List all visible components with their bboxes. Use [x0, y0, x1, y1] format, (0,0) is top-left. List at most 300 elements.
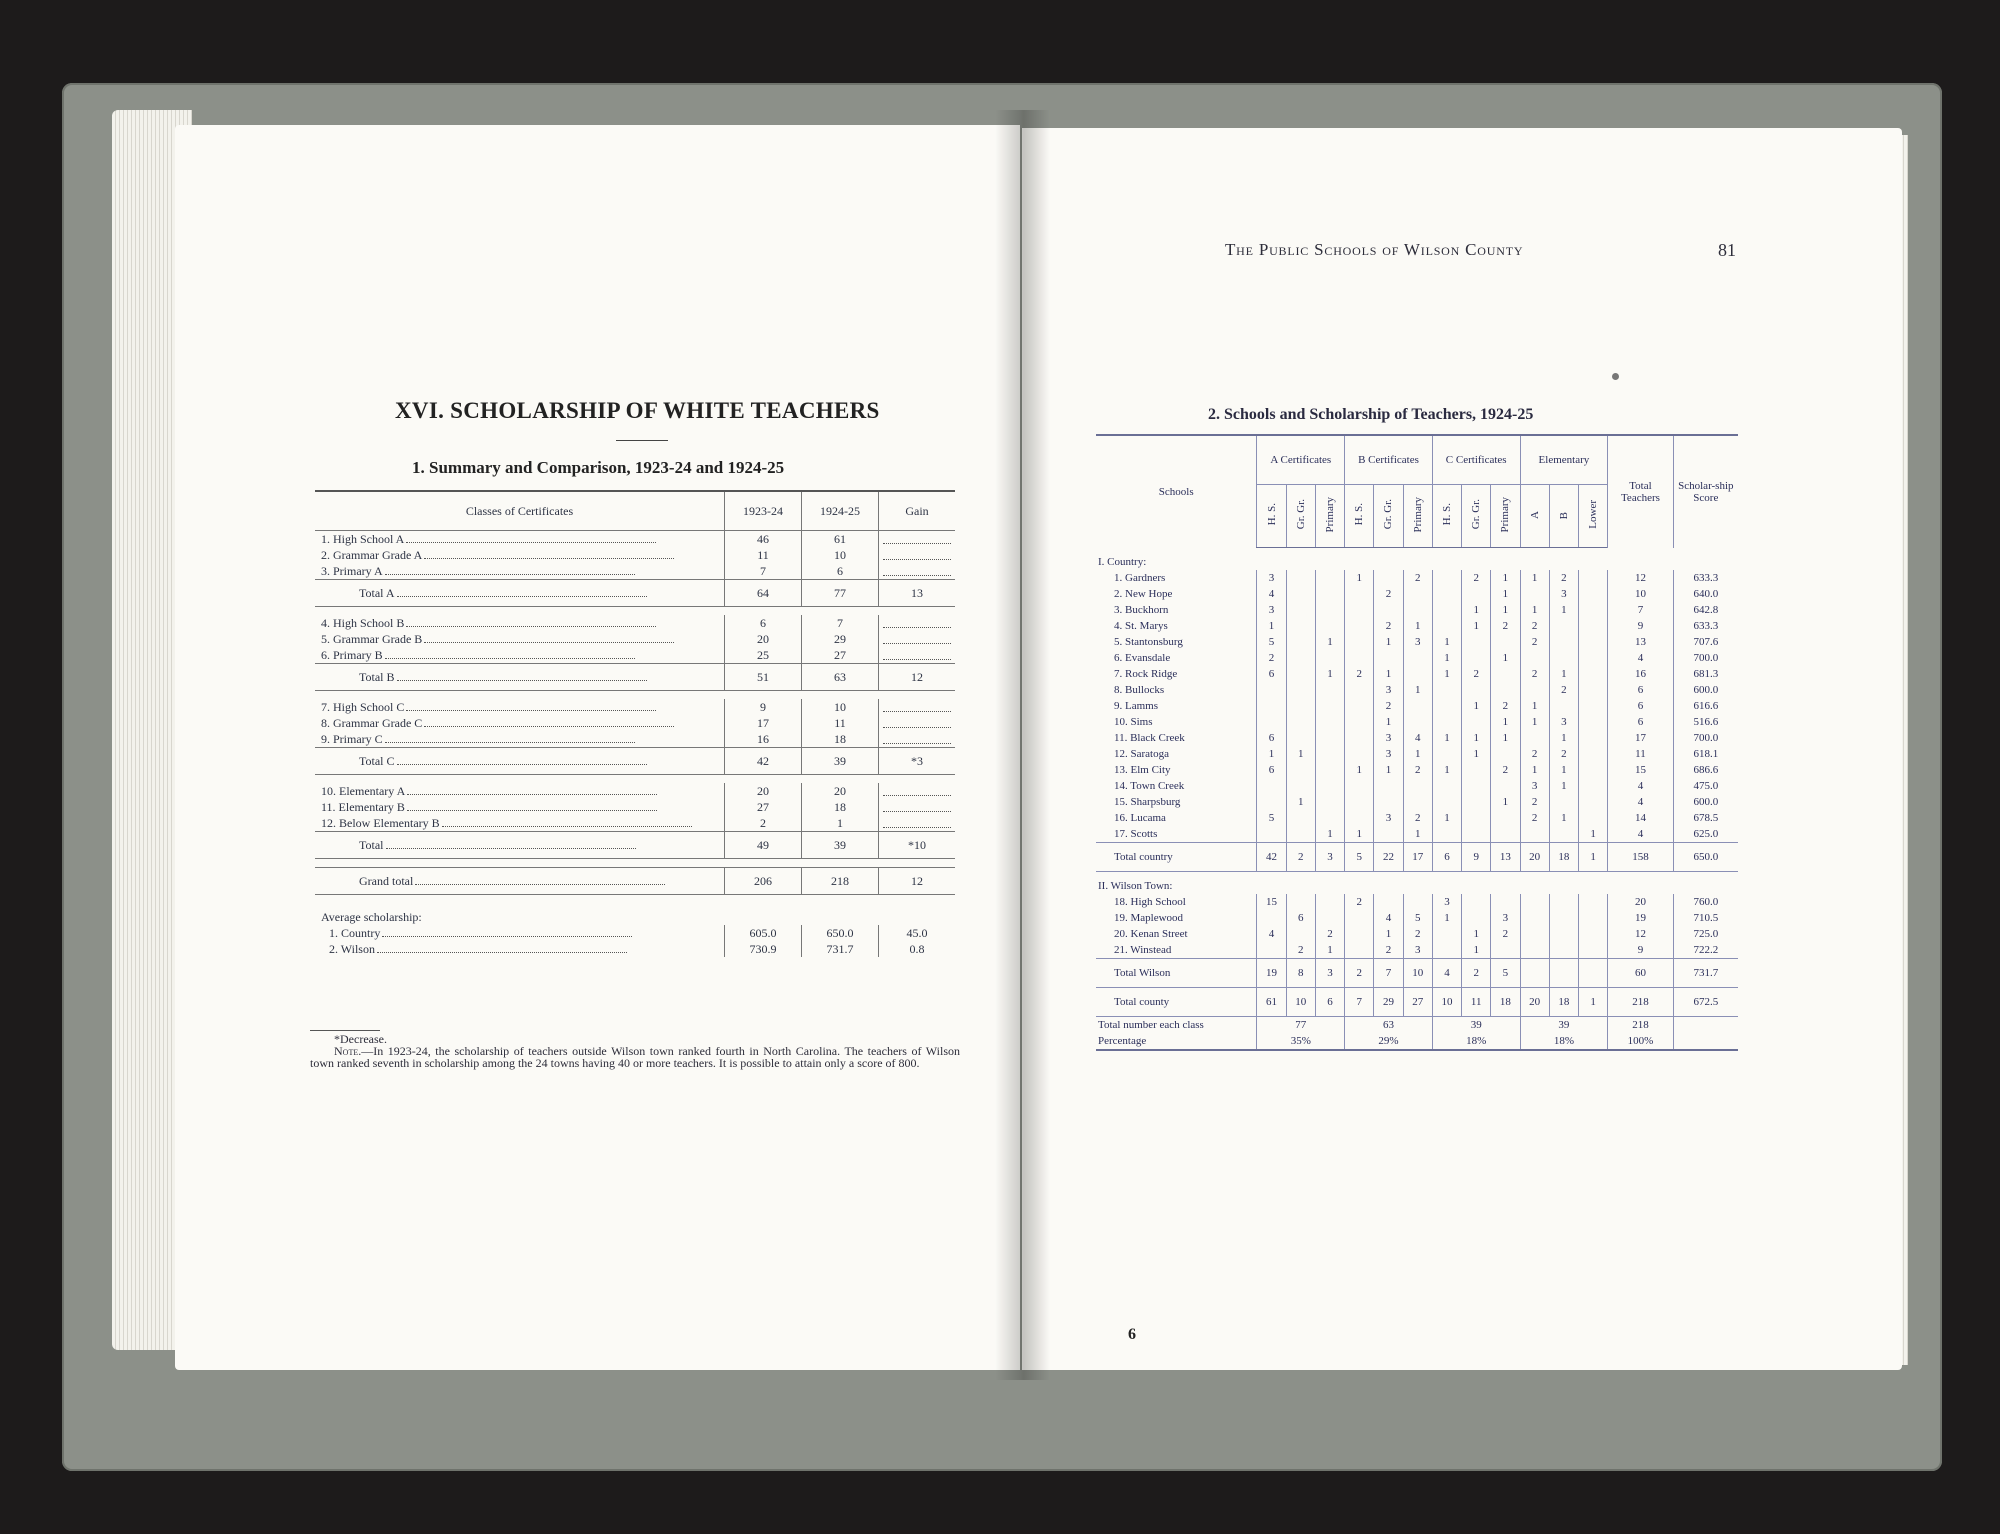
- table-row: [315, 547, 955, 563]
- sub-header: [1520, 485, 1549, 548]
- count-cell: [1315, 682, 1344, 698]
- gain-blank: [883, 619, 951, 628]
- total-teachers: 7: [1608, 602, 1673, 618]
- count-cell: 4: [1374, 910, 1403, 926]
- row-label-text: 4. High School B: [321, 616, 405, 630]
- value-gain: 13: [879, 580, 956, 607]
- count-cell: 1: [1462, 926, 1491, 942]
- table-row: [315, 615, 955, 631]
- total-teachers: 10: [1608, 586, 1673, 602]
- count-cell: [1432, 746, 1461, 762]
- row-label-text: 2. Grammar Grade A: [321, 548, 423, 562]
- count-cell: 1: [1286, 746, 1315, 762]
- summary-body: [315, 531, 955, 958]
- count-cell: 2: [1462, 959, 1491, 988]
- count-cell: 2: [1374, 618, 1403, 634]
- school-row: [1096, 714, 1738, 730]
- count-cell: 1: [1374, 666, 1403, 682]
- row-label-text: 1. High School A: [321, 532, 405, 546]
- row-label-text: 5. Grammar Grade B: [321, 632, 423, 646]
- percentage-row-label: Percentage: [1096, 1033, 1257, 1050]
- school-name: 7. Rock Ridge: [1114, 668, 1178, 680]
- count-cell: [1579, 602, 1608, 618]
- dot-leader: [415, 876, 665, 885]
- class-b: 63: [1345, 1017, 1433, 1034]
- count-cell: 1: [1432, 810, 1461, 826]
- value-1923-24: 206: [725, 868, 802, 895]
- count-cell: [1579, 910, 1608, 926]
- scholarship-score: 725.0: [1673, 926, 1738, 942]
- spacer-cell: [315, 607, 955, 616]
- count-cell: 1: [1345, 570, 1374, 586]
- count-cell: [1491, 942, 1520, 959]
- count-cell: 1: [1491, 570, 1520, 586]
- table-row: [315, 783, 955, 799]
- class-c: 39: [1432, 1017, 1520, 1034]
- count-cell: [1432, 586, 1461, 602]
- dot-leader: [442, 818, 692, 827]
- school-row: [1096, 618, 1738, 634]
- count-cell: 2: [1286, 843, 1315, 872]
- count-cell: 1: [1345, 826, 1374, 843]
- value-1924-25: 20: [802, 783, 879, 799]
- row-label-text: 11. Elementary B: [321, 800, 405, 814]
- count-cell: 2: [1257, 650, 1286, 666]
- total-teachers: 4: [1608, 794, 1673, 810]
- spacer-cell: [315, 775, 955, 784]
- value-1924-25: 27: [802, 647, 879, 664]
- total-teachers: 12: [1608, 570, 1673, 586]
- count-cell: [1403, 586, 1432, 602]
- value-1924-25: 1: [802, 815, 879, 832]
- dot-leader: [406, 534, 656, 543]
- dot-leader: [406, 702, 656, 711]
- value-1923-24: 17: [725, 715, 802, 731]
- header-gain: Gain: [879, 491, 956, 531]
- school-name: 16. Lucama: [1114, 812, 1166, 824]
- row-label: [315, 631, 725, 647]
- count-cell: 20: [1520, 988, 1549, 1017]
- total-teachers: 218: [1608, 988, 1673, 1017]
- row-label: [315, 715, 725, 731]
- count-cell: 6: [1432, 843, 1461, 872]
- school-name: 8. Bullocks: [1114, 684, 1165, 696]
- count-cell: [1257, 778, 1286, 794]
- count-cell: 4: [1432, 959, 1461, 988]
- schools-subtitle: 2. Schools and Scholarship of Teachers, 1924-25: [1208, 406, 1534, 423]
- class-elementary: 18%: [1520, 1033, 1608, 1050]
- value-1924-25: 731.7: [802, 941, 879, 957]
- count-cell: 3: [1315, 843, 1344, 872]
- value-1924-25: 39: [802, 832, 879, 859]
- row-label-text: Total B: [359, 670, 395, 684]
- count-cell: 1: [1462, 730, 1491, 746]
- gain-blank: [883, 703, 951, 712]
- value-gain: [879, 799, 956, 815]
- sub-header-text: Gr. Gr.: [1470, 499, 1483, 530]
- gain-blank: [883, 819, 951, 828]
- value-1924-25: 11: [802, 715, 879, 731]
- value-gain: [879, 531, 956, 548]
- sub-header: [1403, 485, 1432, 548]
- value-gain: 45.0: [879, 925, 956, 941]
- summary-subtitle: 1. Summary and Comparison, 1923-24 and 1924-25: [412, 458, 785, 477]
- total-teachers: 16: [1608, 666, 1673, 682]
- total-teachers: 4: [1608, 778, 1673, 794]
- count-cell: [1549, 698, 1578, 714]
- sub-header: [1432, 485, 1461, 548]
- school-row: [1096, 910, 1738, 926]
- count-cell: 18: [1549, 988, 1578, 1017]
- value-1923-24: 46: [725, 531, 802, 548]
- school-row: [1096, 926, 1738, 942]
- count-cell: 1: [1315, 666, 1344, 682]
- value-1924-25: 63: [802, 664, 879, 691]
- count-cell: [1432, 570, 1461, 586]
- sub-header: [1315, 485, 1344, 548]
- count-cell: [1432, 602, 1461, 618]
- count-cell: 1: [1491, 730, 1520, 746]
- scholarship-score: 600.0: [1673, 794, 1738, 810]
- total-row: [315, 664, 955, 691]
- count-cell: 29: [1374, 988, 1403, 1017]
- count-cell: 1: [1345, 762, 1374, 778]
- row-label-text: 7. High School C: [321, 700, 405, 714]
- count-cell: [1286, 762, 1315, 778]
- count-cell: [1374, 602, 1403, 618]
- dot-leader: [377, 944, 627, 953]
- value-1923-24: 20: [725, 783, 802, 799]
- count-cell: [1491, 634, 1520, 650]
- school-name: 19. Maplewood: [1114, 912, 1184, 924]
- count-cell: [1520, 926, 1549, 942]
- count-cell: [1432, 682, 1461, 698]
- count-cell: [1579, 666, 1608, 682]
- value-1923-24: 9: [725, 699, 802, 715]
- count-cell: 1: [1462, 942, 1491, 959]
- count-cell: 17: [1403, 843, 1432, 872]
- scholarship-score: 672.5: [1673, 988, 1738, 1017]
- row-label-text: Grand total: [359, 874, 414, 888]
- sub-header-text: H. S.: [1440, 503, 1453, 526]
- count-cell: [1549, 634, 1578, 650]
- total-country-row: [1096, 843, 1738, 872]
- count-cell: [1345, 618, 1374, 634]
- value-1923-24: 20: [725, 631, 802, 647]
- school-row: [1096, 746, 1738, 762]
- header-schools: Schools: [1096, 435, 1257, 548]
- scholarship-score: 707.6: [1673, 634, 1738, 650]
- count-cell: [1286, 682, 1315, 698]
- school-name: 6. Evansdale: [1114, 652, 1171, 664]
- school-name: 3. Buckhorn: [1114, 604, 1169, 616]
- count-cell: [1286, 926, 1315, 942]
- school-row: [1096, 762, 1738, 778]
- header-total-teachers: Total Teachers: [1608, 435, 1673, 548]
- value-1923-24: 730.9: [725, 941, 802, 957]
- count-cell: [1286, 810, 1315, 826]
- count-cell: 5: [1257, 810, 1286, 826]
- average-heading: Average scholarship:: [321, 910, 422, 924]
- count-cell: [1286, 634, 1315, 650]
- gain-blank: [883, 803, 951, 812]
- count-cell: 3: [1257, 570, 1286, 586]
- total-teachers: 4: [1608, 650, 1673, 666]
- class-totals-row: [1096, 1017, 1738, 1034]
- count-cell: [1462, 810, 1491, 826]
- sub-header-text: Gr. Gr.: [1294, 499, 1307, 530]
- header-b-certificates: B Certificates: [1345, 435, 1433, 485]
- row-label-text: 10. Elementary A: [321, 784, 406, 798]
- sub-header-text: H. S.: [1353, 503, 1366, 526]
- row-spacer: [315, 775, 955, 784]
- gain-blank: [883, 535, 951, 544]
- school-name: Total Wilson: [1096, 959, 1257, 988]
- count-cell: 1: [1520, 602, 1549, 618]
- sub-header: [1374, 485, 1403, 548]
- count-cell: 2: [1491, 762, 1520, 778]
- count-cell: 27: [1403, 988, 1432, 1017]
- count-cell: 3: [1315, 959, 1344, 988]
- sub-header-text: A: [1528, 511, 1541, 519]
- note-label: Note.: [334, 1044, 362, 1058]
- count-cell: [1549, 894, 1578, 910]
- count-cell: [1549, 926, 1578, 942]
- count-cell: 2: [1491, 698, 1520, 714]
- count-cell: 1: [1491, 602, 1520, 618]
- footnote-rule: [310, 1030, 380, 1031]
- count-cell: 11: [1462, 988, 1491, 1017]
- count-cell: [1315, 586, 1344, 602]
- sub-header-text: Primary: [1499, 496, 1512, 533]
- table-row: [315, 731, 955, 748]
- total-teachers: 12: [1608, 926, 1673, 942]
- count-cell: [1549, 942, 1578, 959]
- count-cell: [1579, 942, 1608, 959]
- value-1924-25: 39: [802, 748, 879, 775]
- row-label: [315, 563, 725, 580]
- count-cell: 2: [1549, 746, 1578, 762]
- count-cell: [1315, 730, 1344, 746]
- gain-blank: [883, 551, 951, 560]
- count-cell: [1374, 894, 1403, 910]
- table-row: [315, 715, 955, 731]
- count-cell: [1462, 682, 1491, 698]
- count-cell: [1579, 634, 1608, 650]
- count-cell: [1462, 778, 1491, 794]
- value-1924-25: 10: [802, 699, 879, 715]
- count-cell: [1345, 602, 1374, 618]
- count-cell: 1: [1403, 826, 1432, 843]
- count-cell: 1: [1491, 650, 1520, 666]
- scholarship-score: 681.3: [1673, 666, 1738, 682]
- count-cell: 2: [1403, 810, 1432, 826]
- count-cell: 2: [1491, 618, 1520, 634]
- school-name: 11. Black Creek: [1114, 732, 1185, 744]
- row-label: [315, 731, 725, 748]
- value-gain: [879, 731, 956, 748]
- book-gutter: [995, 110, 1050, 1380]
- count-cell: 1: [1374, 714, 1403, 730]
- count-cell: 1: [1432, 650, 1461, 666]
- count-cell: [1462, 894, 1491, 910]
- total-teachers: 11: [1608, 746, 1673, 762]
- count-cell: [1374, 778, 1403, 794]
- scholarship-score: 760.0: [1673, 894, 1738, 910]
- count-cell: 1: [1315, 634, 1344, 650]
- scholarship-score: 625.0: [1673, 826, 1738, 843]
- value-1924-25: 18: [802, 731, 879, 748]
- count-cell: 2: [1520, 618, 1549, 634]
- count-cell: 1: [1257, 746, 1286, 762]
- page-title: XVI. SCHOLARSHIP OF WHITE TEACHERS: [395, 398, 880, 423]
- row-label: [315, 531, 725, 548]
- percentage-row: [1096, 1033, 1738, 1050]
- count-cell: 10: [1286, 988, 1315, 1017]
- count-cell: [1315, 714, 1344, 730]
- scholarship-score: 516.6: [1673, 714, 1738, 730]
- scholarship-score: 731.7: [1673, 959, 1738, 988]
- count-cell: 2: [1520, 794, 1549, 810]
- count-cell: 1: [1315, 826, 1344, 843]
- row-label-text: 1. Country: [329, 926, 381, 940]
- dot-leader: [424, 718, 674, 727]
- section-country: [1096, 548, 1738, 571]
- value-1924-25: 77: [802, 580, 879, 607]
- class-c: 18%: [1432, 1033, 1520, 1050]
- count-cell: [1315, 618, 1344, 634]
- count-cell: [1286, 778, 1315, 794]
- total-wilson-row: [1096, 959, 1738, 988]
- count-cell: 10: [1432, 988, 1461, 1017]
- count-cell: 2: [1403, 926, 1432, 942]
- school-row: [1096, 894, 1738, 910]
- header-1924-25: 1924-25: [802, 491, 879, 531]
- value-gain: [879, 699, 956, 715]
- count-cell: [1257, 682, 1286, 698]
- school-name: 1. Gardners: [1114, 572, 1166, 584]
- school-row: [1096, 810, 1738, 826]
- count-cell: [1403, 666, 1432, 682]
- dot-leader: [407, 802, 657, 811]
- count-cell: 3: [1257, 602, 1286, 618]
- count-cell: [1520, 826, 1549, 843]
- value-1923-24: 49: [725, 832, 802, 859]
- note-text: —In 1923-24, the scholarship of teachers outside Wilson town ranked fourth in North Carolina. The teachers of Wilson town ranked seventh in scholarship among the 24 towns having 40 or more teachers. It is possible to attain only a score of 800.: [310, 1044, 960, 1070]
- header-elementary: Elementary: [1520, 435, 1608, 485]
- school-row: [1096, 826, 1738, 843]
- count-cell: [1345, 634, 1374, 650]
- average-row: [315, 941, 955, 957]
- count-cell: [1491, 778, 1520, 794]
- header-1923-24: 1923-24: [725, 491, 802, 531]
- count-cell: 2: [1520, 810, 1549, 826]
- count-cell: [1462, 794, 1491, 810]
- total-teachers: 158: [1608, 843, 1673, 872]
- row-spacer: [315, 691, 955, 700]
- count-cell: [1579, 926, 1608, 942]
- value-1924-25: 10: [802, 547, 879, 563]
- count-cell: [1345, 910, 1374, 926]
- school-name: 17. Scotts: [1114, 828, 1158, 840]
- table-row: [315, 631, 955, 647]
- count-cell: [1491, 826, 1520, 843]
- count-cell: [1374, 650, 1403, 666]
- count-cell: [1345, 650, 1374, 666]
- school-name: 2. New Hope: [1114, 588, 1173, 600]
- gain-blank: [883, 567, 951, 576]
- count-cell: 6: [1315, 988, 1344, 1017]
- section-town-label: II. Wilson Town:: [1098, 880, 1173, 892]
- count-cell: [1549, 618, 1578, 634]
- count-cell: 18: [1491, 988, 1520, 1017]
- count-cell: 8: [1286, 959, 1315, 988]
- header-a-certificates: A Certificates: [1257, 435, 1345, 485]
- count-cell: [1286, 698, 1315, 714]
- count-cell: [1520, 959, 1549, 988]
- count-cell: 2: [1520, 746, 1549, 762]
- value-gain: [879, 547, 956, 563]
- value-gain: 12: [879, 664, 956, 691]
- count-cell: [1520, 894, 1549, 910]
- schools-body: [1096, 548, 1738, 1051]
- value-1923-24: 11: [725, 547, 802, 563]
- row-label: [315, 783, 725, 799]
- count-cell: 2: [1462, 570, 1491, 586]
- value-1923-24: 25: [725, 647, 802, 664]
- school-row: [1096, 942, 1738, 959]
- total-row: [315, 580, 955, 607]
- count-cell: 2: [1549, 682, 1578, 698]
- count-cell: 1: [1520, 714, 1549, 730]
- count-cell: [1579, 778, 1608, 794]
- count-cell: [1520, 682, 1549, 698]
- count-cell: [1549, 959, 1578, 988]
- count-cell: 42: [1257, 843, 1286, 872]
- dot-leader: [424, 634, 674, 643]
- value-gain: [879, 631, 956, 647]
- dot-leader: [386, 840, 636, 849]
- scholarship-score: 642.8: [1673, 602, 1738, 618]
- school-row: [1096, 666, 1738, 682]
- count-cell: 5: [1257, 634, 1286, 650]
- count-cell: 1: [1491, 586, 1520, 602]
- scholarship-score: 678.5: [1673, 810, 1738, 826]
- count-cell: [1520, 910, 1549, 926]
- count-cell: 1: [1549, 602, 1578, 618]
- row-label: [315, 647, 725, 664]
- count-cell: 1: [1520, 698, 1549, 714]
- count-cell: 19: [1257, 959, 1286, 988]
- count-cell: 3: [1549, 714, 1578, 730]
- count-cell: [1432, 714, 1461, 730]
- value-gain: 0.8: [879, 941, 956, 957]
- row-label: [315, 748, 725, 775]
- count-cell: [1286, 714, 1315, 730]
- school-name: 13. Elm City: [1114, 764, 1171, 776]
- count-cell: [1491, 810, 1520, 826]
- footnote-decrease: *Decrease.: [334, 1032, 387, 1046]
- value-1924-25: 18: [802, 799, 879, 815]
- dot-leader: [397, 756, 647, 765]
- school-name: Total county: [1096, 988, 1257, 1017]
- count-cell: [1462, 586, 1491, 602]
- count-cell: 5: [1403, 910, 1432, 926]
- count-cell: [1345, 926, 1374, 942]
- scholarship-score: 616.6: [1673, 698, 1738, 714]
- scholarship-score: 618.1: [1673, 746, 1738, 762]
- count-cell: 22: [1374, 843, 1403, 872]
